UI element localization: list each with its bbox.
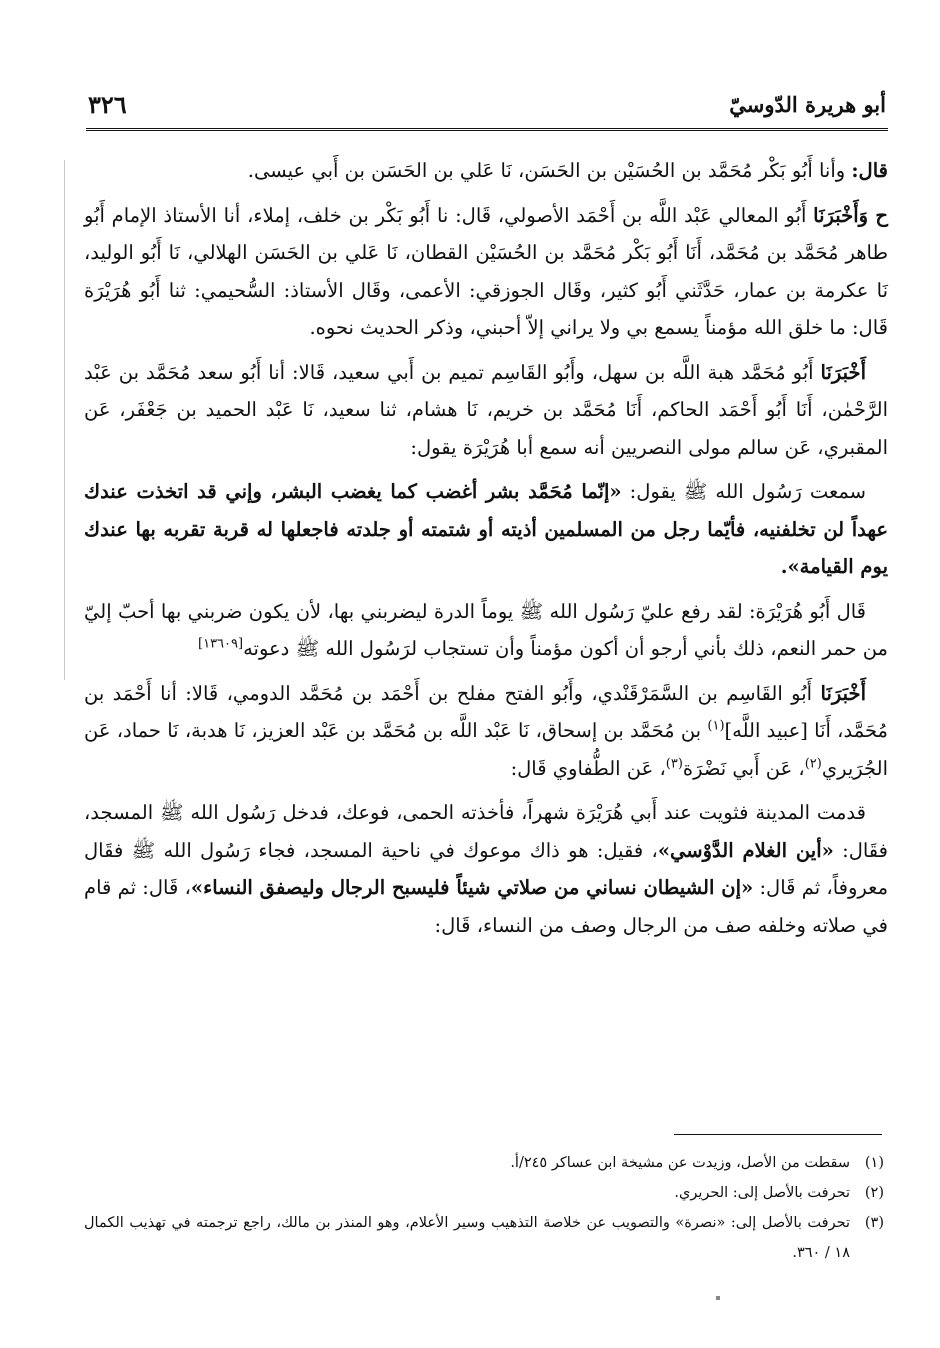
main-text bbox=[84, 152, 888, 951]
footnote-marker-3[interactable]: (٣) bbox=[665, 756, 683, 771]
hadith-text: «إنّما مُحَمَّد بشر أغضب كما يغضب البشر، وإني قد اتخذت عندك عهداً لن تخلفنيه، فأيّما رجل من المسلمين أذيته أو شتمته أو جلدته فاجعلها له قربة تقربه بها عندك يوم القيامة». bbox=[84, 480, 888, 578]
running-title: أبو هريرة الدّوسيّ bbox=[729, 92, 886, 117]
keyword-akhbarana: أَخْبَرَنَا bbox=[820, 681, 866, 705]
footnote-text: تحرفت بالأصل إلى: «نصرة» والتصويب عن خلاصة التذهيب وسير الأعلام، وهو المنذر بن مالك، راجع ترجمته في تهذيب الكمال ١٨ / ٣٦٠. bbox=[84, 1215, 850, 1261]
hadith-reference-number: [١٣٦٠٩] bbox=[198, 636, 244, 652]
footnote-1 bbox=[84, 1148, 884, 1178]
paragraph-6-text-b: بن مُحَمَّد بن إسحاق، نَا عَبْد اللَّه بن مُحَمَّد بن عَبْد العزيز، نَا هدبة، نَا حماد، عَن الجُرَيري bbox=[84, 719, 888, 780]
footnotes bbox=[84, 1148, 884, 1268]
paragraph-4 bbox=[84, 473, 888, 586]
paragraph-5 bbox=[84, 593, 888, 668]
footnote-number: (٢) bbox=[864, 1185, 884, 1201]
footnote-text: تحرفت بالأصل إلى: الحريري. bbox=[674, 1185, 850, 1201]
paragraph-6-text-a: أَبُو القَاسِم بن السَّمَرْقَنْدي، وأَبُو الفتح مفلح بن أَحْمَد بن مُحَمَّد الدومي، قَالا: أنا أَحْمَد بن مُحَمَّد، أَنَا [عبيد اللَّه] bbox=[84, 681, 888, 742]
scan-speck bbox=[716, 1296, 720, 1300]
paragraph-1-text: وأنا أَبُو بَكْر مُحَمَّد بن الحُسَيْن بن الحَسَن، نَا عَلي بن الحَسَن بن أَبي عيسى. bbox=[247, 159, 846, 182]
paragraph-1 bbox=[84, 152, 888, 190]
footnote-marker-1[interactable]: (١) bbox=[707, 718, 725, 734]
scan-margin-line bbox=[64, 160, 65, 680]
paragraph-7-text-b: ، فقيل: هو ذاك موعوك في ناحية المسجد، فجاء رَسُول الله ﷺ فقَال معروفاً، ثم قَال: bbox=[84, 838, 889, 899]
paragraph-7-text-a: قدمت المدينة فثويت عند أَبي هُرَيْرَة شهراً، فأخذته الحمى، فوعك، فدخل رَسُول الله ﷺ المسجد، فقَال: bbox=[84, 801, 888, 862]
paragraph-3 bbox=[84, 354, 888, 467]
footnote-text: سقطت من الأصل، وزيدت عن مشيخة ابن عساكر ٢٤٥/أ. bbox=[510, 1155, 850, 1171]
page-number: ٣٢٦ bbox=[88, 90, 127, 119]
paragraph-2-text: أَبُو المعالي عَبْد اللَّه بن أَحْمَد الأصولي، قَال: نا أَبُو بَكْر بن خلف، إملاء، أنا الأستاذ الإمام أَبُو طاهر مُحَمَّد بن مُحَمَّد، أَنَا أَبُو بَكْر مُحَمَّد بن الحُسَيْن القطان، نَا عَلي بن الحَسَن الهلالي، نَا أَبُو الوليد، نَا عكرمة بن عمار، حَدَّثَني أَبُو كثير، وقَال الجوزقي: الأعمى، وقَال الأستاذ: السُّحيمي: ثنا أَبُو هُرَيْرَة قَال: ما خلق الله مؤمناً يسمع بي ولا يراني إلاّ أحبني، وذكر الحديث نحوه. bbox=[84, 203, 888, 339]
keyword-akhbarana: ح وَأَخْبَرَنَا bbox=[813, 203, 889, 227]
hadith-quote-2: «إن الشيطان نساني من صلاتي شيئاً فليسبح الرجال وليصفق النساء» bbox=[190, 876, 754, 899]
footnote-number: (١) bbox=[864, 1155, 884, 1171]
hadith-lead: سمعت رَسُول الله ﷺ يقول: bbox=[629, 480, 866, 503]
footnote-marker-2[interactable]: (٢) bbox=[804, 756, 822, 771]
page-header bbox=[86, 88, 886, 128]
paragraph-6 bbox=[84, 675, 888, 788]
footnote-number: (٣) bbox=[864, 1215, 884, 1231]
footnote-2 bbox=[84, 1178, 884, 1208]
footnote-3 bbox=[84, 1208, 884, 1268]
header-rule bbox=[86, 128, 888, 131]
hadith-quote-1: «أين الغلام الدَّوْسي» bbox=[657, 838, 834, 862]
paragraph-6-text-d: ، عَن الطُّفاوي قَال: bbox=[510, 756, 666, 780]
footnote-separator bbox=[674, 1134, 882, 1135]
paragraph-3-text: أَبُو مُحَمَّد هبة اللَّه بن سهل، وأَبُو القَاسِم تميم بن أَبي سعيد، قَالا: أنا أَبُو سعد مُحَمَّد بن عَبْد الرَّحْمٰن، أَنَا أَبُو أَحْمَد الحاكم، أَنَا مُحَمَّد بن خريم، نَا هشام، ثنا سعيد، نَا عَبْد الحميد بن جَعْفَر، عَن المقبري، عَن سالم مولى النصريين أنه سمع أبا هُرَيْرَة يقول: bbox=[84, 360, 888, 459]
keyword-qala: قال: bbox=[851, 159, 888, 182]
paragraph-7-text-c: ، قَال: ثم قام في صلاته وخلفه صف من الرجال وصف من النساء، قَال: bbox=[84, 876, 888, 937]
paragraph-6-text-c: ، عَن أَبي نَضْرَة bbox=[682, 756, 805, 780]
paragraph-7 bbox=[84, 794, 888, 944]
paragraph-5-text: قَال أَبُو هُرَيْرَة: لقد رفع عليّ رَسُول الله ﷺ يوماً الدرة ليضربني بها، لأن يكون ضربني بها أحبّ إليّ من حمر النعم، ذلك بأني أرجو أن أكون مؤمناً وأن تستجاب لرَسُول الله ﷺ دعوته bbox=[84, 599, 888, 660]
paragraph-2 bbox=[84, 197, 888, 347]
keyword-akhbarana: أَخْبَرَنَا bbox=[820, 360, 866, 384]
